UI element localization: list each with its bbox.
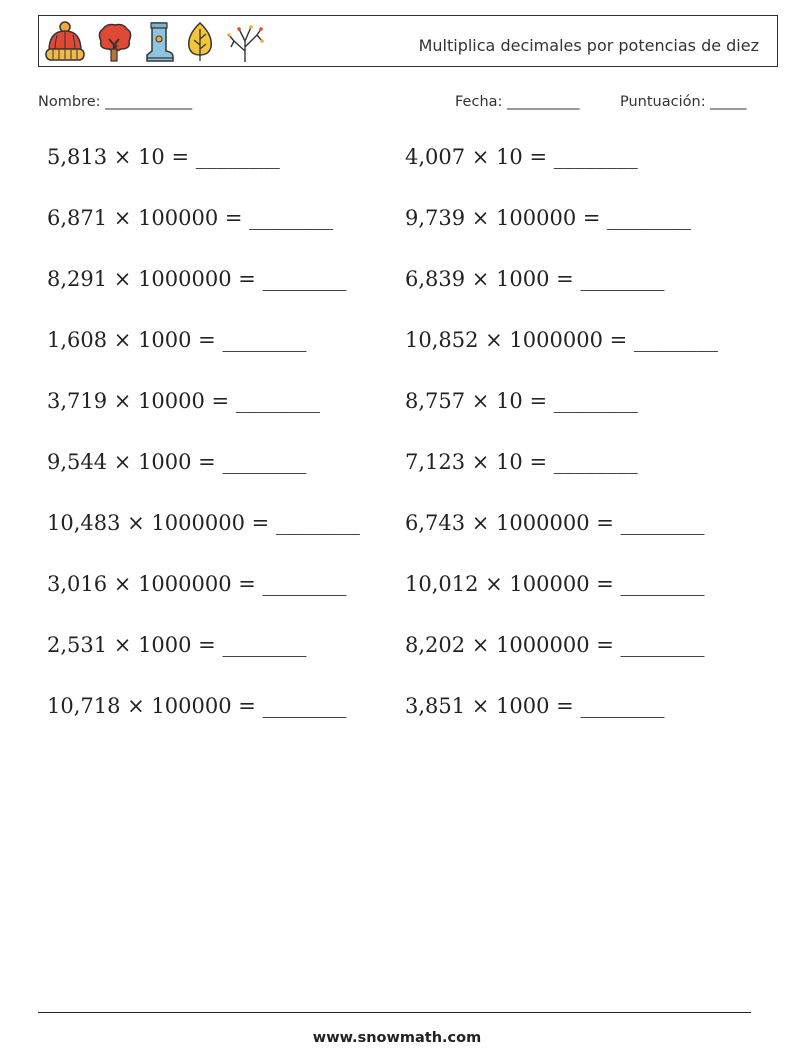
problem-row [47, 694, 767, 728]
problem-item: 8,757 × 10 = ________ [405, 389, 638, 413]
problem-row [47, 267, 767, 301]
footer-divider [38, 1012, 751, 1013]
worksheet-header [38, 15, 778, 67]
problem-item: 3,719 × 10000 = ________ [47, 389, 320, 413]
header-icons [43, 20, 265, 64]
score-field: Puntuación: _____ [620, 94, 747, 110]
winter-hat-icon [43, 21, 87, 63]
problem-item: 6,743 × 1000000 = ________ [405, 511, 705, 535]
problem-row [47, 633, 767, 667]
yellow-leaf-icon [185, 21, 215, 63]
problem-item: 8,202 × 1000000 = ________ [405, 633, 705, 657]
problem-row [47, 450, 767, 484]
problem-item: 6,839 × 1000 = ________ [405, 267, 665, 291]
problem-item: 7,123 × 10 = ________ [405, 450, 638, 474]
problem-row [47, 328, 767, 362]
date-field: Fecha: __________ [455, 94, 580, 110]
problem-item: 9,739 × 100000 = ________ [405, 206, 692, 230]
problem-item: 4,007 × 10 = ________ [405, 145, 638, 169]
problem-item: 10,483 × 1000000 = ________ [47, 511, 360, 535]
problem-row [47, 389, 767, 423]
rain-boot-icon [143, 21, 175, 63]
footer-url: www.snowmath.com [312, 1030, 482, 1046]
problem-row [47, 572, 767, 606]
problem-item: 1,608 × 1000 = ________ [47, 328, 307, 352]
problem-item: 10,718 × 100000 = ________ [47, 694, 347, 718]
name-field: Nombre: ____________ [38, 94, 193, 110]
red-tree-icon [97, 21, 133, 63]
problem-item: 10,012 × 100000 = ________ [405, 572, 705, 596]
problem-item: 3,016 × 1000000 = ________ [47, 572, 347, 596]
problem-item: 2,531 × 1000 = ________ [47, 633, 307, 657]
problem-item: 5,813 × 10 = ________ [47, 145, 280, 169]
problem-item: 8,291 × 1000000 = ________ [47, 267, 347, 291]
problem-item: 6,871 × 100000 = ________ [47, 206, 334, 230]
problem-item: 10,852 × 1000000 = ________ [405, 328, 718, 352]
problem-item: 9,544 × 1000 = ________ [47, 450, 307, 474]
problem-row [47, 145, 767, 179]
problem-row [47, 206, 767, 240]
bare-branch-icon [225, 21, 265, 63]
problem-row [47, 511, 767, 545]
problem-item: 3,851 × 1000 = ________ [405, 694, 665, 718]
worksheet-title: Multiplica decimales por potencias de diez [418, 36, 759, 55]
